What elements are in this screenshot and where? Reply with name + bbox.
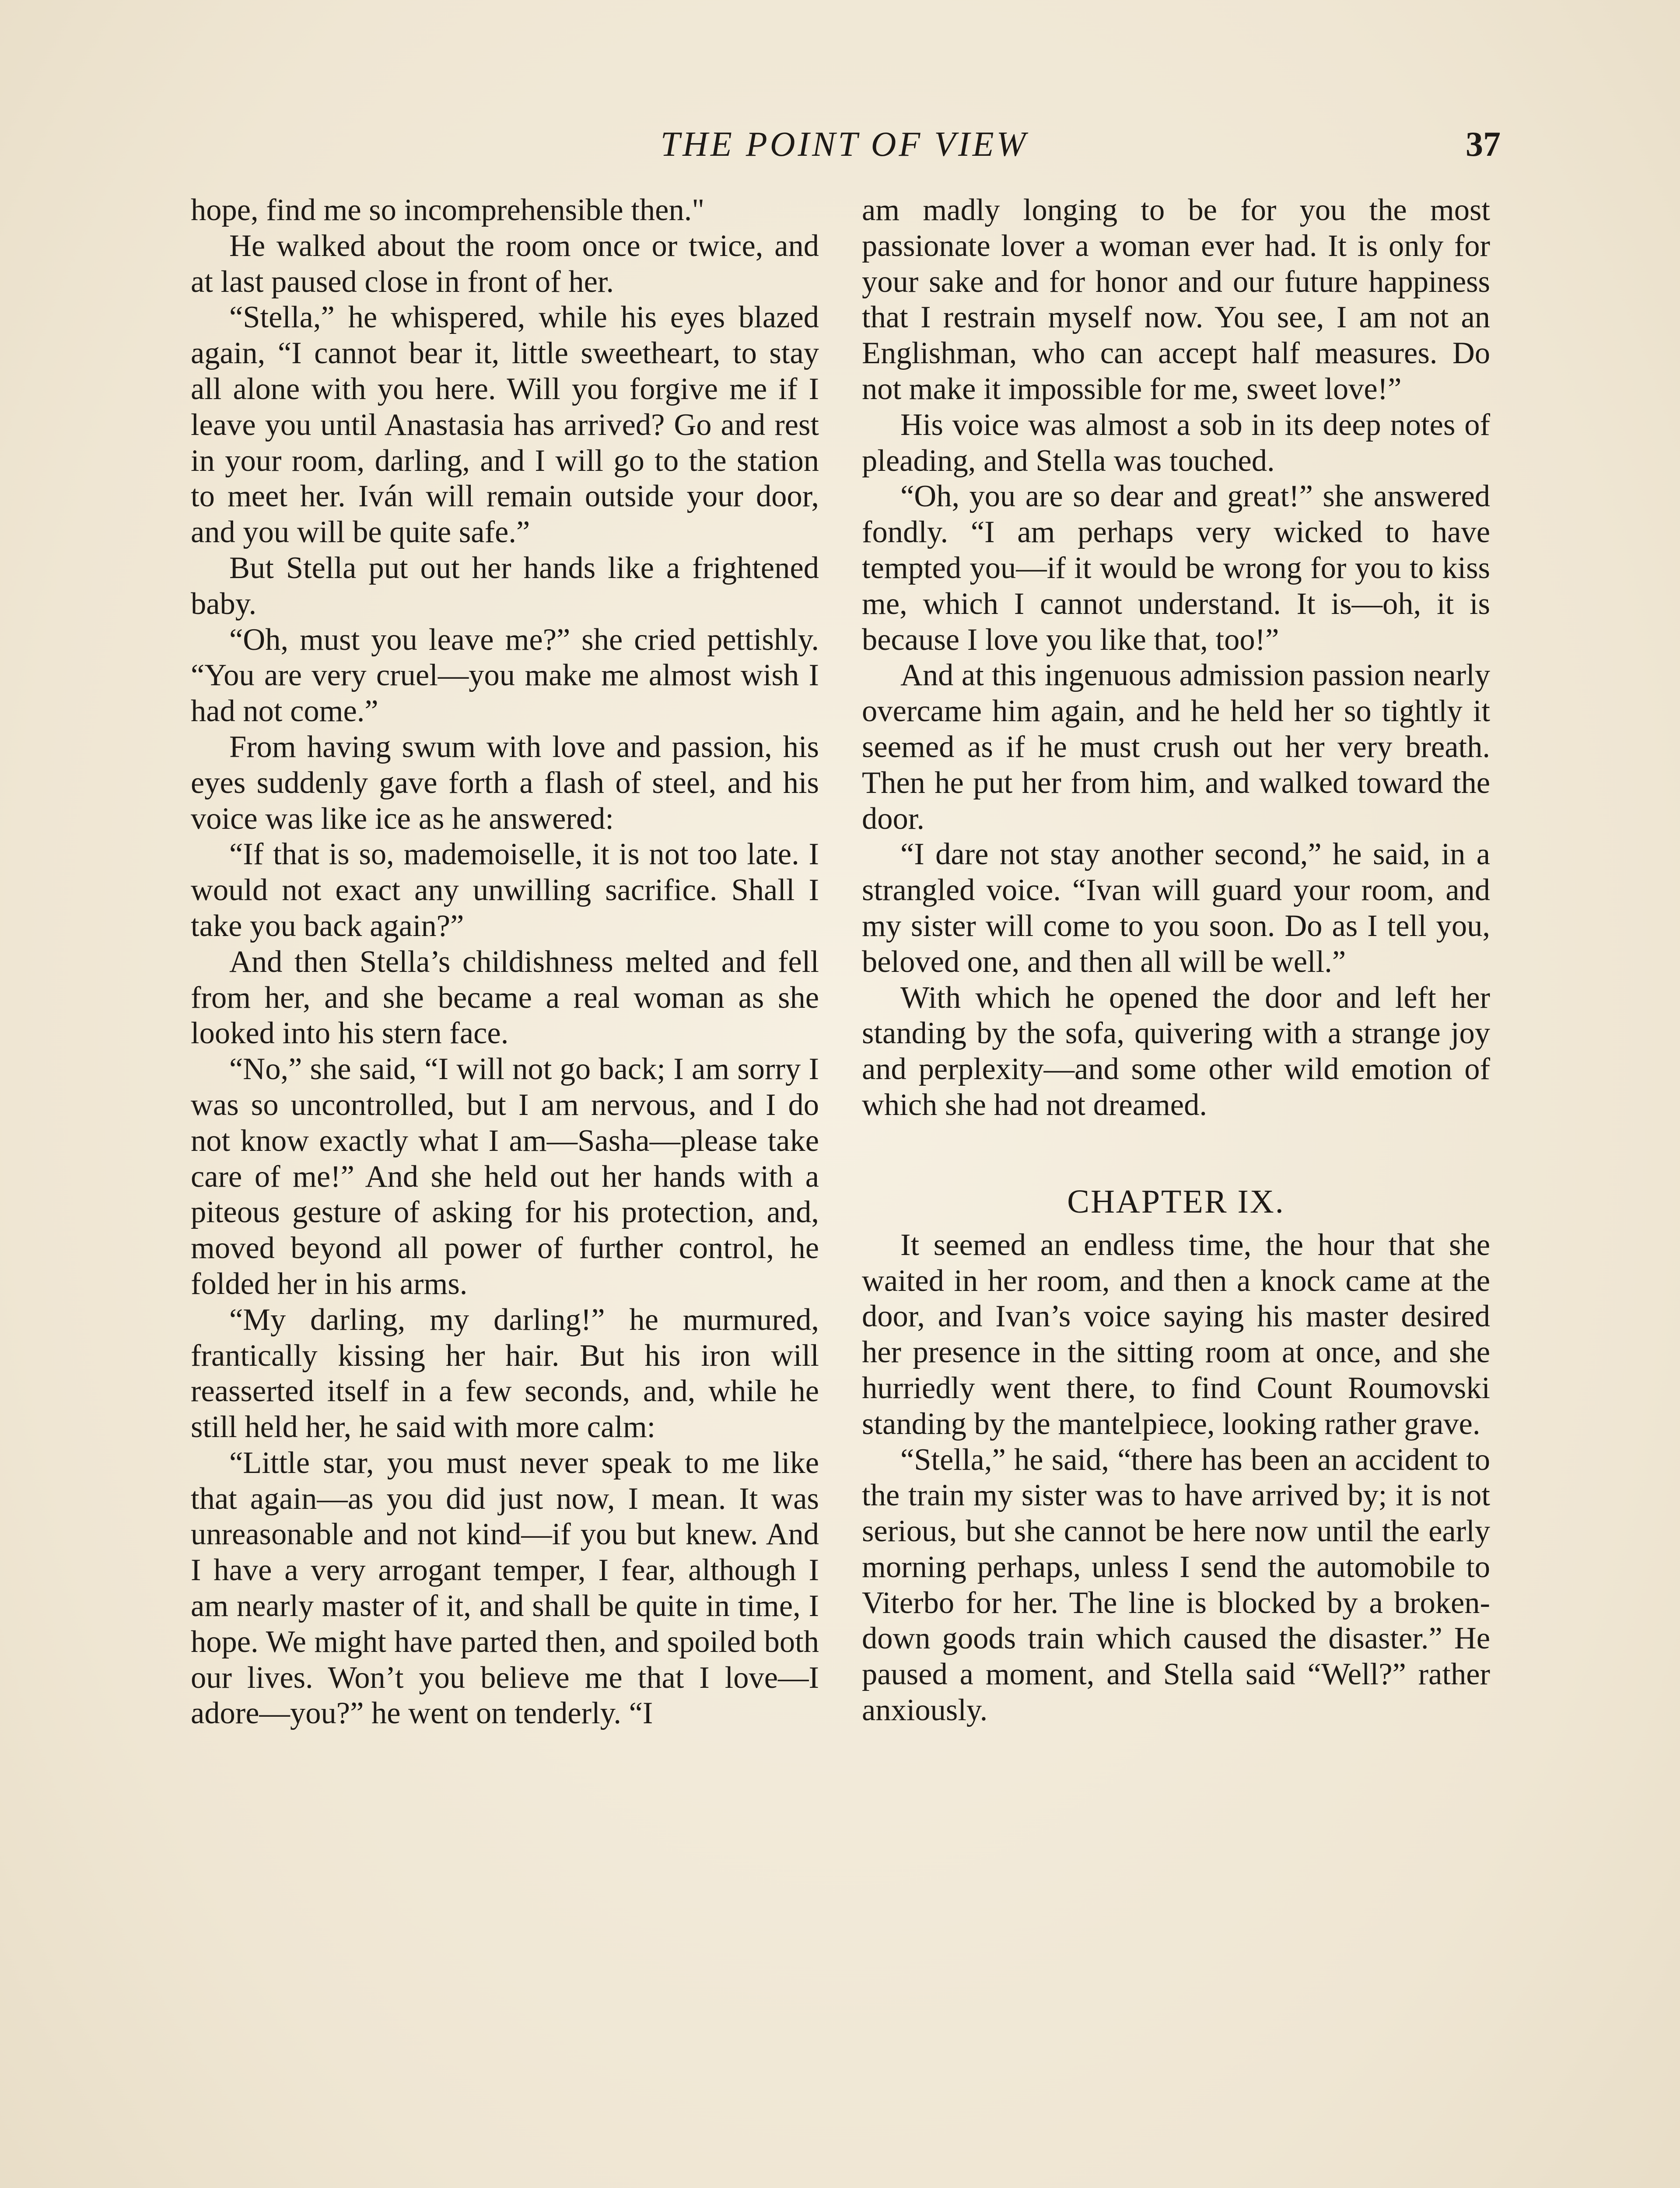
running-title: THE POINT OF VIEW	[660, 125, 1029, 164]
paragraph: He walked about the room once or twice, and at last paused close in front of her.	[191, 228, 819, 299]
chapter-heading: CHAPTER IX.	[1067, 1183, 1285, 1220]
left-column	[191, 193, 819, 1732]
paragraph: am madly longing to be for you the most passionate lover a woman ever had. It is only for your sake and for honor and our future happiness that I restrain myself now. You see, I am not an Englishman, who can accept half measures. Do not make it impossible for me, sweet love!”	[862, 193, 1490, 406]
paragraph: “If that is so, mademoiselle, it is not too late. I would not exact any unwilling sacrifice. Shall I take you back again?”	[191, 837, 819, 943]
paragraph: And at this ingenuous admission passion nearly overcame him again, and he held her so tightly it seemed as if he must crush out her very breath. Then he put her from him, and walked toward the door.	[862, 658, 1490, 836]
paragraph: “My darling, my darling!” he murmured, frantically kissing her hair. But his iron will reasserted itself in a few seconds, and, while he still held her, he said with more calm:	[191, 1302, 819, 1445]
paragraph: “Oh, must you leave me?” she cried pettishly. “You are very cruel—you make me almost wish I had not come.”	[191, 622, 819, 729]
paragraph: From having swum with love and passion, his eyes suddenly gave forth a flash of steel, and his voice was like ice as he answered:	[191, 729, 819, 836]
paragraph: “Stella,” he said, “there has been an accident to the train my sister was to have arrived by; it is not serious, but she cannot be here now until the early morning perhaps, unless I send the automobile to Viterbo for her. The line is blocked by a broken-down goods train which caused the disaster.” He paused a moment, and Stella said “Well?” rather anxiously.	[862, 1442, 1490, 1728]
paragraph: “No,” she said, “I will not go back; I am sorry I was so uncontrolled, but I am nervous, and I do not know exactly what I am—Sasha—please take care of me!” And she held out her hands with a piteous gesture of asking for his protection, and, moved beyond all power of further control, he folded her in his arms.	[191, 1052, 819, 1301]
paragraph: “Stella,” he whispered, while his eyes blazed again, “I cannot bear it, little sweetheart, to stay all alone with you here. Will you forgive me if I leave you until Anastasia has arrived? Go and rest in your room, darling, and I will go to the station to meet her. Iván will remain outside your door, and you will be quite safe.”	[191, 300, 819, 550]
paragraph: His voice was almost a sob in its deep notes of pleading, and Stella was touched.	[862, 407, 1490, 478]
paragraph: It seemed an endless time, the hour that she waited in her room, and then a knock came at the door, and Ivan’s voice saying his master desired her presence in the sitting room at once, and she hurriedly went there, to find Count Roumovski standing by the mantelpiece, looking rather grave.	[862, 1227, 1490, 1441]
paragraph: “Oh, you are so dear and great!” she answered fondly. “I am perhaps very wicked to have tempted you—if it would be wrong for you to kiss me, which I cannot understand. It is—oh, it is because I love you like that, too!”	[862, 479, 1490, 657]
paragraph: hope, find me so incomprehensible then."	[191, 193, 705, 227]
page-number: 37	[1466, 125, 1501, 164]
paragraph: And then Stella’s childishness melted and fell from her, and she became a real woman as she looked into his stern face.	[191, 944, 819, 1051]
paragraph: “Little star, you must never speak to me like that again—as you did just now, I mean. It was unreasonable and not kind—if you but knew. And I have a very arrogant temper, I fear, although I am nearly master of it, and shall be quite in time, I hope. We might have parted then, and spoiled both our lives. Won’t you believe me that I love—I adore—you?” he went on tenderly. “I	[191, 1445, 819, 1731]
paragraph: But Stella put out her hands like a frightened baby.	[191, 551, 819, 621]
running-head	[188, 118, 1501, 171]
right-column	[862, 193, 1490, 1729]
paragraph: “I dare not stay another second,” he said, in a strangled voice. “Ivan will guard your room, and my sister will come to you soon. Do as I tell you, beloved one, and then all will be well.”	[862, 837, 1490, 979]
paragraph: With which he opened the door and left her standing by the sofa, quivering with a strange joy and perplexity—and some other wild emotion of which she had not dreamed.	[862, 980, 1490, 1122]
